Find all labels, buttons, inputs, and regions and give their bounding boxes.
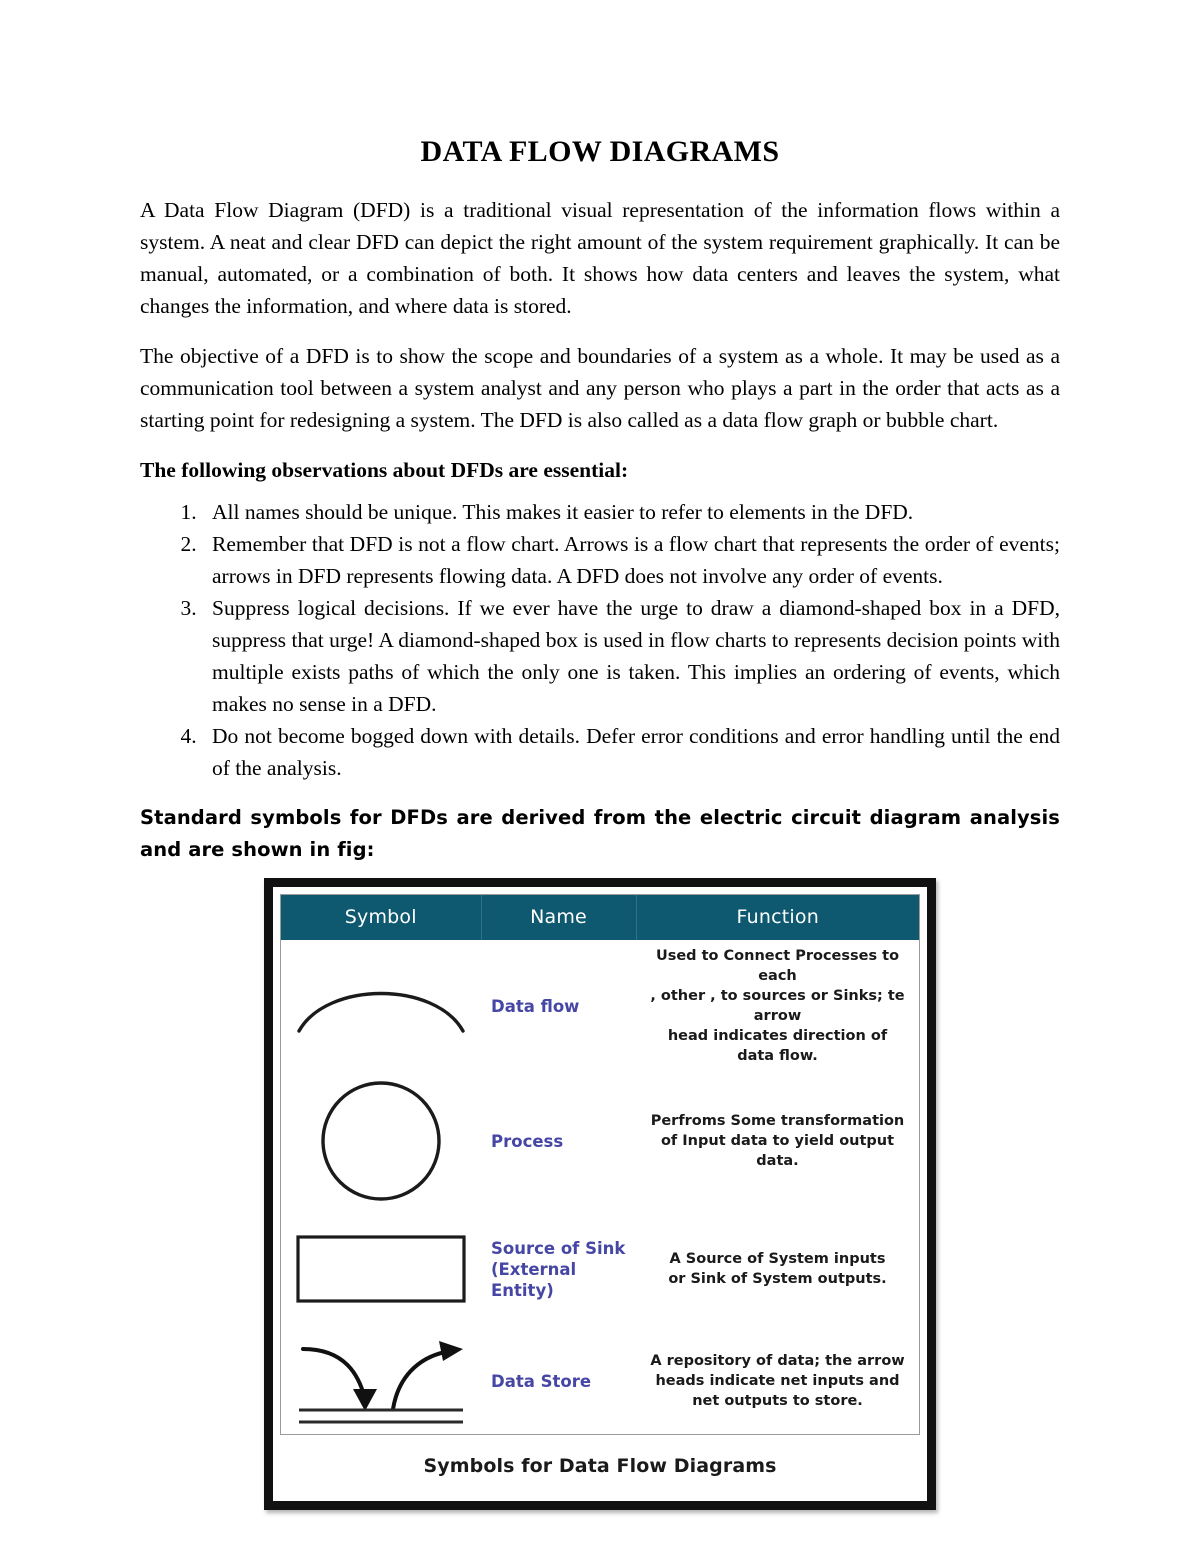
table-header-row: [281, 895, 919, 940]
function-line: , other , to sources or Sinks; te arrow: [650, 988, 905, 1024]
circle-icon: [319, 1079, 443, 1203]
function-line: head indicates direction of data flow.: [667, 1028, 888, 1064]
column-header-function: Function: [636, 895, 919, 940]
data-store-arrows-icon: [293, 1337, 469, 1425]
paragraph-intro: A Data Flow Diagram (DFD) is a traditional visual representation of the information flows within a system. A neat and clear DFD can depict the right amount of the system requirement graphically. It can be manual, automated, or a combination of both. It shows how data centers and leaves the system, what changes the information, and where data is stored.: [140, 198, 1060, 318]
symbol-name-line1: Data Store: [491, 1371, 592, 1391]
symbol-name: [481, 996, 636, 1017]
figure-inner-border: [280, 894, 920, 1435]
symbol-cell: [281, 1072, 481, 1210]
column-header-symbol: Symbol: [281, 895, 481, 940]
list-item: 4. Do not become bogged down with details. Defer error conditions and error handling until the end of the analysis.: [202, 720, 1060, 784]
symbol-name-line2: (External Entity): [491, 1259, 577, 1300]
page-title: DATA FLOW DIAGRAMS: [420, 135, 780, 168]
figure-caption: Symbols for Data Flow Diagrams: [423, 1455, 777, 1477]
function-line: or Sink of System outputs.: [668, 1271, 887, 1287]
symbol-wrapper: [281, 940, 481, 1072]
symbol-wrapper: [281, 1072, 481, 1210]
symbol-function: [636, 1345, 919, 1417]
symbol-function: [636, 1105, 919, 1177]
symbols-table: [281, 895, 919, 1434]
function-cell: [636, 940, 919, 1072]
function-line: A Source of System inputs: [669, 1251, 886, 1267]
table-row: [281, 1328, 919, 1434]
function-line: of Input data to yield output data.: [660, 1133, 895, 1169]
figure-container: [140, 878, 1060, 1510]
paragraph-objective: The objective of a DFD is to show the scope and boundaries of a system as a whole. It may be used as a communication tool between a system analyst and any person who plays a part in the order that acts as a starting point for redesigning a system. The DFD is also called as a data flow graph or bubble chart.: [140, 344, 1060, 432]
name-cell: [481, 1210, 636, 1328]
symbol-wrapper: [281, 1210, 481, 1328]
name-cell: [481, 1072, 636, 1210]
observations-list: [140, 496, 1060, 784]
function-line: heads indicate net inputs and: [655, 1373, 900, 1389]
symbol-function: [636, 940, 919, 1072]
symbols-figure: [264, 878, 936, 1510]
function-cell: [636, 1210, 919, 1328]
table-row: [281, 940, 919, 1072]
column-header-name: Name: [481, 895, 636, 940]
symbol-name: [481, 1131, 636, 1152]
function-cell: [636, 1328, 919, 1434]
function-line: Perfroms Some transformation: [650, 1113, 905, 1129]
document-content: [140, 135, 1060, 1510]
symbol-name-line1: Data flow: [491, 996, 580, 1016]
function-line: net outputs to store.: [692, 1393, 863, 1409]
rectangle-icon: [295, 1234, 467, 1304]
function-cell: [636, 1072, 919, 1210]
symbol-cell: [281, 1210, 481, 1328]
observations-heading: The following observations about DFDs are essential:: [140, 458, 629, 482]
function-line: A repository of data; the arrow: [650, 1353, 905, 1369]
symbol-name: [481, 1238, 636, 1301]
symbol-name-line1: Source of Sink: [491, 1238, 626, 1258]
symbol-wrapper: [281, 1328, 481, 1434]
symbol-name: [481, 1371, 636, 1392]
function-line: Used to Connect Processes to each: [655, 948, 900, 984]
name-cell: [481, 1328, 636, 1434]
symbol-cell: [281, 940, 481, 1072]
arc-curve-icon: [293, 975, 469, 1037]
list-item: 2. Remember that DFD is not a flow chart. Arrows is a flow chart that represents the order of events; arrows in DFD represents flowing data. A DFD does not involve any order of events.: [202, 528, 1060, 592]
name-cell: [481, 940, 636, 1072]
paragraph-standard-symbols: Standard symbols for DFDs are derived from the electric circuit diagram analysis and are shown in fig:: [140, 806, 1060, 861]
symbol-cell: [281, 1328, 481, 1434]
list-item: 1. All names should be unique. This makes it easier to refer to elements in the DFD.: [202, 496, 1060, 528]
table-row: [281, 1210, 919, 1328]
list-item: 3. Suppress logical decisions. If we ever have the urge to draw a diamond-shaped box in a DFD, suppress that urge! A diamond-shaped box is used in flow charts to represents decision points with multiple exists paths of which the only one is taken. This implies an ordering of events, which makes no sense in a DFD.: [202, 592, 1060, 720]
table-row: [281, 1072, 919, 1210]
symbol-name-line1: Process: [491, 1131, 564, 1151]
symbol-function: [636, 1243, 919, 1295]
